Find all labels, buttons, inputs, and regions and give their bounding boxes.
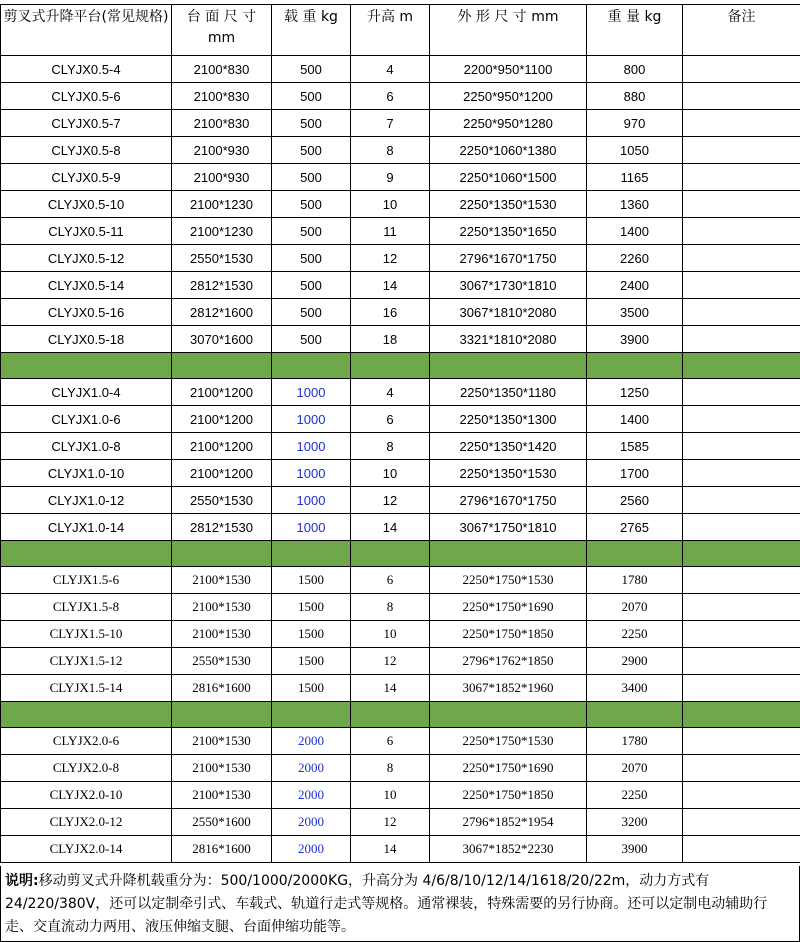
- table-row: [1, 782, 800, 809]
- cell-table-size: 2100*1530: [172, 567, 272, 594]
- cell-load: 1000: [272, 433, 351, 460]
- cell-dims: 2250*1750*1530: [430, 728, 587, 755]
- table-row: [1, 83, 800, 110]
- cell-model: CLYJX1.0-14: [1, 514, 172, 541]
- cell-weight: 2260: [587, 245, 683, 272]
- table-row: [1, 272, 800, 299]
- cell-table-size: 2100*1200: [172, 406, 272, 433]
- separator-cell: [430, 541, 587, 567]
- cell-height: 16: [351, 299, 430, 326]
- cell-load: 2000: [272, 728, 351, 755]
- table-row: [1, 433, 800, 460]
- cell-model: CLYJX2.0-6: [1, 728, 172, 755]
- cell-weight: 1165: [587, 164, 683, 191]
- cell-dims: 2250*1350*1650: [430, 218, 587, 245]
- cell-dims: 2796*1762*1850: [430, 648, 587, 675]
- cell-dims: 2250*1350*1180: [430, 379, 587, 406]
- cell-model: CLYJX0.5-10: [1, 191, 172, 218]
- cell-weight: 2250: [587, 621, 683, 648]
- cell-load: 500: [272, 110, 351, 137]
- cell-dims: 2250*1750*1690: [430, 594, 587, 621]
- separator-cell: [172, 353, 272, 379]
- cell-height: 14: [351, 675, 430, 702]
- cell-load: 1500: [272, 594, 351, 621]
- cell-table-size: 2100*1530: [172, 755, 272, 782]
- cell-remarks: [683, 218, 800, 245]
- cell-height: 14: [351, 836, 430, 863]
- cell-model: CLYJX1.5-6: [1, 567, 172, 594]
- cell-dims: 3067*1750*1810: [430, 514, 587, 541]
- cell-weight: 3900: [587, 326, 683, 353]
- table-row: [1, 191, 800, 218]
- cell-height: 10: [351, 460, 430, 487]
- cell-height: 6: [351, 83, 430, 110]
- cell-model: CLYJX0.5-16: [1, 299, 172, 326]
- cell-table-size: 2100*930: [172, 137, 272, 164]
- spec-table: [0, 4, 800, 863]
- cell-weight: 1780: [587, 728, 683, 755]
- separator-cell: [430, 353, 587, 379]
- table-row: [1, 460, 800, 487]
- cell-table-size: 2100*1530: [172, 594, 272, 621]
- cell-remarks: [683, 299, 800, 326]
- cell-weight: 3200: [587, 809, 683, 836]
- table-row: [1, 675, 800, 702]
- cell-weight: 1050: [587, 137, 683, 164]
- cell-model: CLYJX1.0-6: [1, 406, 172, 433]
- table-row: [1, 809, 800, 836]
- cell-height: 18: [351, 326, 430, 353]
- cell-dims: 2250*1750*1690: [430, 755, 587, 782]
- cell-model: CLYJX1.0-4: [1, 379, 172, 406]
- table-row: [1, 406, 800, 433]
- cell-remarks: [683, 164, 800, 191]
- header-weight: 重 量 kg: [587, 5, 683, 56]
- cell-table-size: 2100*1200: [172, 433, 272, 460]
- cell-model: CLYJX2.0-10: [1, 782, 172, 809]
- header-model: 剪叉式升降平台(常见规格): [1, 5, 172, 56]
- cell-table-size: 2816*1600: [172, 675, 272, 702]
- table-row: [1, 379, 800, 406]
- cell-model: CLYJX0.5-18: [1, 326, 172, 353]
- table-row: [1, 164, 800, 191]
- separator-cell: [272, 702, 351, 728]
- cell-height: 6: [351, 728, 430, 755]
- cell-weight: 2560: [587, 487, 683, 514]
- table-row: [1, 621, 800, 648]
- cell-table-size: 2100*1530: [172, 782, 272, 809]
- cell-remarks: [683, 594, 800, 621]
- cell-remarks: [683, 514, 800, 541]
- cell-model: CLYJX0.5-4: [1, 56, 172, 83]
- cell-height: 8: [351, 433, 430, 460]
- table-row: [1, 755, 800, 782]
- cell-dims: 2796*1670*1750: [430, 245, 587, 272]
- cell-remarks: [683, 755, 800, 782]
- cell-load: 1000: [272, 514, 351, 541]
- cell-table-size: 2550*1600: [172, 809, 272, 836]
- cell-model: CLYJX1.5-12: [1, 648, 172, 675]
- cell-load: 1500: [272, 567, 351, 594]
- cell-weight: 2400: [587, 272, 683, 299]
- header-dims: 外 形 尺 寸 mm: [430, 5, 587, 56]
- cell-table-size: 2550*1530: [172, 648, 272, 675]
- table-row: [1, 110, 800, 137]
- separator-cell: [1, 353, 172, 379]
- cell-dims: 3321*1810*2080: [430, 326, 587, 353]
- separator-cell: [351, 702, 430, 728]
- cell-weight: 1400: [587, 218, 683, 245]
- cell-dims: 3067*1810*2080: [430, 299, 587, 326]
- cell-model: CLYJX2.0-8: [1, 755, 172, 782]
- cell-model: CLYJX2.0-12: [1, 809, 172, 836]
- cell-dims: 2250*1350*1530: [430, 460, 587, 487]
- table-row: [1, 648, 800, 675]
- cell-height: 10: [351, 621, 430, 648]
- cell-model: CLYJX1.5-14: [1, 675, 172, 702]
- separator-cell: [172, 702, 272, 728]
- cell-remarks: [683, 110, 800, 137]
- cell-dims: 2250*1350*1530: [430, 191, 587, 218]
- cell-dims: 3067*1852*1960: [430, 675, 587, 702]
- cell-remarks: [683, 460, 800, 487]
- cell-model: CLYJX0.5-14: [1, 272, 172, 299]
- cell-height: 4: [351, 379, 430, 406]
- cell-table-size: 2100*1230: [172, 191, 272, 218]
- cell-weight: 2070: [587, 594, 683, 621]
- cell-height: 10: [351, 782, 430, 809]
- cell-remarks: [683, 56, 800, 83]
- cell-dims: 2250*1750*1530: [430, 567, 587, 594]
- cell-remarks: [683, 648, 800, 675]
- cell-load: 2000: [272, 782, 351, 809]
- cell-remarks: [683, 83, 800, 110]
- cell-model: CLYJX0.5-8: [1, 137, 172, 164]
- cell-height: 6: [351, 406, 430, 433]
- table-row: [1, 56, 800, 83]
- cell-weight: 2900: [587, 648, 683, 675]
- cell-model: CLYJX0.5-7: [1, 110, 172, 137]
- spec-body: [1, 56, 800, 863]
- cell-height: 14: [351, 272, 430, 299]
- cell-remarks: [683, 675, 800, 702]
- cell-remarks: [683, 245, 800, 272]
- cell-table-size: 2100*1530: [172, 621, 272, 648]
- separator-cell: [1, 702, 172, 728]
- cell-load: 500: [272, 272, 351, 299]
- cell-height: 6: [351, 567, 430, 594]
- cell-remarks: [683, 809, 800, 836]
- table-row: [1, 487, 800, 514]
- cell-load: 2000: [272, 809, 351, 836]
- cell-load: 500: [272, 191, 351, 218]
- cell-weight: 1585: [587, 433, 683, 460]
- cell-model: CLYJX0.5-11: [1, 218, 172, 245]
- cell-remarks: [683, 836, 800, 863]
- separator-cell: [683, 541, 800, 567]
- cell-table-size: 2100*1530: [172, 728, 272, 755]
- note-label: 说明:: [5, 873, 39, 889]
- cell-weight: 1360: [587, 191, 683, 218]
- note-paragraph: [0, 866, 800, 942]
- cell-load: 1000: [272, 379, 351, 406]
- header-row: [1, 5, 800, 56]
- cell-load: 2000: [272, 836, 351, 863]
- table-row: [1, 728, 800, 755]
- cell-height: 8: [351, 755, 430, 782]
- cell-model: CLYJX1.0-8: [1, 433, 172, 460]
- cell-height: 7: [351, 110, 430, 137]
- cell-remarks: [683, 326, 800, 353]
- cell-dims: 2250*1350*1300: [430, 406, 587, 433]
- cell-table-size: 2812*1600: [172, 299, 272, 326]
- header-height: 升高 m: [351, 5, 430, 56]
- cell-remarks: [683, 191, 800, 218]
- cell-load: 2000: [272, 755, 351, 782]
- table-row: [1, 218, 800, 245]
- table-row: [1, 836, 800, 863]
- separator-cell: [587, 702, 683, 728]
- separator-cell: [272, 541, 351, 567]
- separator-cell: [351, 353, 430, 379]
- separator-cell: [683, 353, 800, 379]
- cell-dims: 2250*950*1200: [430, 83, 587, 110]
- cell-table-size: 2100*1200: [172, 460, 272, 487]
- table-row: [1, 299, 800, 326]
- cell-table-size: 2100*1230: [172, 218, 272, 245]
- cell-load: 500: [272, 83, 351, 110]
- cell-model: CLYJX1.0-12: [1, 487, 172, 514]
- cell-height: 10: [351, 191, 430, 218]
- cell-load: 500: [272, 137, 351, 164]
- cell-load: 500: [272, 164, 351, 191]
- cell-load: 1000: [272, 487, 351, 514]
- cell-weight: 1700: [587, 460, 683, 487]
- cell-height: 8: [351, 594, 430, 621]
- cell-remarks: [683, 728, 800, 755]
- cell-table-size: 2100*830: [172, 110, 272, 137]
- cell-remarks: [683, 433, 800, 460]
- separator-cell: [1, 541, 172, 567]
- cell-model: CLYJX1.5-8: [1, 594, 172, 621]
- table-row: [1, 514, 800, 541]
- cell-dims: 2250*950*1280: [430, 110, 587, 137]
- cell-table-size: 2550*1530: [172, 487, 272, 514]
- cell-weight: 1250: [587, 379, 683, 406]
- cell-load: 1500: [272, 675, 351, 702]
- cell-remarks: [683, 782, 800, 809]
- cell-remarks: [683, 487, 800, 514]
- header-remarks: 备注: [683, 5, 800, 56]
- cell-dims: 2796*1852*1954: [430, 809, 587, 836]
- cell-weight: 800: [587, 56, 683, 83]
- cell-weight: 2765: [587, 514, 683, 541]
- cell-dims: 2250*1350*1420: [430, 433, 587, 460]
- cell-dims: 2250*1060*1380: [430, 137, 587, 164]
- separator-cell: [587, 541, 683, 567]
- cell-remarks: [683, 272, 800, 299]
- cell-model: CLYJX1.5-10: [1, 621, 172, 648]
- cell-remarks: [683, 567, 800, 594]
- cell-load: 500: [272, 56, 351, 83]
- cell-table-size: 2100*830: [172, 56, 272, 83]
- cell-table-size: 2100*830: [172, 83, 272, 110]
- cell-table-size: 2816*1600: [172, 836, 272, 863]
- separator-cell: [430, 702, 587, 728]
- cell-height: 12: [351, 648, 430, 675]
- cell-dims: 2250*1750*1850: [430, 621, 587, 648]
- cell-model: CLYJX1.0-10: [1, 460, 172, 487]
- header-load: 载 重 kg: [272, 5, 351, 56]
- cell-height: 14: [351, 514, 430, 541]
- table-row: [1, 594, 800, 621]
- note-text: 移动剪叉式升降机载重分为：500/1000/2000KG，升高分为 4/6/8/10/12/14/1618/20/22m，动力方式有 24/220/380V，还可以定制牵引式、车载式、轨道行走式等规格。通常裸装，特殊需要的另行协商。还可以定制电动辅助行走、交直流动力两用、液压伸缩支腿、台面伸缩功能等。: [5, 873, 768, 935]
- cell-weight: 1780: [587, 567, 683, 594]
- table-row: [1, 326, 800, 353]
- cell-table-size: 2100*930: [172, 164, 272, 191]
- separator-cell: [272, 353, 351, 379]
- cell-dims: 2200*950*1100: [430, 56, 587, 83]
- cell-model: CLYJX0.5-6: [1, 83, 172, 110]
- separator-cell: [683, 702, 800, 728]
- cell-height: 12: [351, 245, 430, 272]
- cell-height: 12: [351, 487, 430, 514]
- cell-model: CLYJX2.0-14: [1, 836, 172, 863]
- cell-table-size: 3070*1600: [172, 326, 272, 353]
- cell-height: 4: [351, 56, 430, 83]
- cell-weight: 970: [587, 110, 683, 137]
- header-table-size: 台 面 尺 寸 mm: [172, 5, 272, 56]
- table-row: [1, 245, 800, 272]
- cell-dims: 2250*1060*1500: [430, 164, 587, 191]
- cell-load: 1500: [272, 621, 351, 648]
- cell-table-size: 2812*1530: [172, 514, 272, 541]
- cell-load: 500: [272, 326, 351, 353]
- cell-dims: 2796*1670*1750: [430, 487, 587, 514]
- group-separator-row: [1, 702, 800, 728]
- cell-dims: 3067*1852*2230: [430, 836, 587, 863]
- cell-dims: 3067*1730*1810: [430, 272, 587, 299]
- cell-height: 8: [351, 137, 430, 164]
- cell-height: 9: [351, 164, 430, 191]
- cell-load: 500: [272, 218, 351, 245]
- cell-weight: 2070: [587, 755, 683, 782]
- cell-remarks: [683, 406, 800, 433]
- cell-load: 500: [272, 299, 351, 326]
- cell-table-size: 2550*1530: [172, 245, 272, 272]
- cell-weight: 880: [587, 83, 683, 110]
- cell-table-size: 2812*1530: [172, 272, 272, 299]
- separator-cell: [351, 541, 430, 567]
- group-separator-row: [1, 353, 800, 379]
- cell-weight: 3900: [587, 836, 683, 863]
- cell-load: 1000: [272, 460, 351, 487]
- separator-cell: [172, 541, 272, 567]
- cell-table-size: 2100*1200: [172, 379, 272, 406]
- table-row: [1, 567, 800, 594]
- cell-load: 500: [272, 245, 351, 272]
- cell-weight: 3400: [587, 675, 683, 702]
- cell-model: CLYJX0.5-12: [1, 245, 172, 272]
- cell-dims: 2250*1750*1850: [430, 782, 587, 809]
- cell-weight: 2250: [587, 782, 683, 809]
- cell-remarks: [683, 621, 800, 648]
- cell-weight: 3500: [587, 299, 683, 326]
- cell-remarks: [683, 137, 800, 164]
- cell-load: 1500: [272, 648, 351, 675]
- cell-height: 12: [351, 809, 430, 836]
- group-separator-row: [1, 541, 800, 567]
- cell-weight: 1400: [587, 406, 683, 433]
- separator-cell: [587, 353, 683, 379]
- cell-height: 11: [351, 218, 430, 245]
- cell-load: 1000: [272, 406, 351, 433]
- cell-model: CLYJX0.5-9: [1, 164, 172, 191]
- cell-remarks: [683, 379, 800, 406]
- table-row: [1, 137, 800, 164]
